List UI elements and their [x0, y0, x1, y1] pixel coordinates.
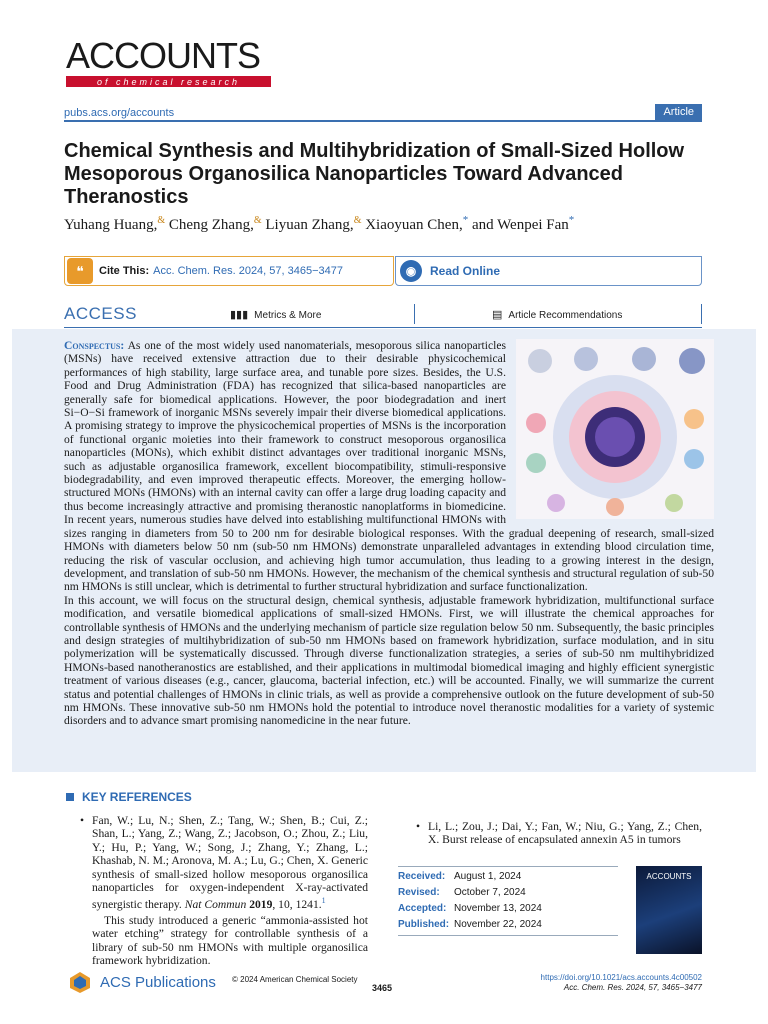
abstract-panel — [12, 329, 756, 772]
access-bar — [64, 300, 702, 328]
logo-sub: of chemical research — [96, 76, 241, 87]
date-row — [398, 869, 618, 885]
heading-marker — [66, 793, 74, 801]
toc-core-inner — [595, 417, 635, 457]
toc-particle — [632, 347, 656, 371]
key-references-label: KEY REFERENCES — [82, 790, 192, 804]
read-online-label: Read Online — [430, 264, 501, 278]
metrics-label: Metrics & More — [254, 310, 322, 321]
date-label: Accepted: — [398, 903, 447, 914]
date-row — [398, 885, 618, 901]
cite-this-box[interactable] — [64, 256, 394, 286]
toc-icon — [665, 494, 683, 512]
quote-icon: ❝ — [67, 258, 93, 284]
cite-reference[interactable]: Acc. Chem. Res. 2024, 57, 3465−3477 — [153, 265, 343, 277]
reference-journal: Nat Commun — [184, 898, 247, 912]
key-references-heading — [66, 790, 192, 804]
logo-main: ACCOUNTS — [66, 35, 261, 76]
equal-contribution-mark: & — [253, 215, 262, 226]
reference-volume: , 10, 1241. — [272, 898, 322, 912]
doi-block — [541, 973, 702, 993]
divider — [414, 304, 415, 324]
copyright-notice: © 2024 American Chemical Society — [232, 975, 358, 984]
access-label: ACCESS — [64, 303, 137, 323]
abstract-text — [64, 339, 714, 728]
footer-citation: Acc. Chem. Res. 2024, 57, 3465−3477 — [563, 983, 702, 992]
read-online-button[interactable] — [395, 256, 702, 286]
abstract-paragraph: In this account, we will focus on the structural design, chemical synthesis, adjustable framework hybridization, multifunctional surface modification, and versatile biomedical applications of small-sized HMONs. First, we will illustrate the chemical approaches for controllable synthesis of HMONs and the underlying mechanism of particle size regulation below 50 nm. Subsequently, the basic principles and design strategies of multihybridization of sub-50 nm HMONs based on framework hybridization, surface modulation, and in situ polymerization will be systematically discussed. Through diverse functionalization strategies, a series of sub-50 nm multihybridized HMONs-based nanotheranostics are established, and their applications in multimodal biomedical imaging and highly efficient synergistic treatment of various diseases (e.g., cancer, glaucoma, bacterial infection, etc.) will be accounted. Finally, we will summarize the current status and potential challenges of HMONs in clinic trials, as well as provide a comprehensive outlook on the future development of sub-50 nm HMONs. These innovative sub-50 nm HMONs hold the potential to introduce novel theranostic modalities for a variety of systemic disorders and to advance smart promising nanomedicine in the near future. — [64, 593, 714, 728]
reference-note: This study introduced a generic “ammonia-assisted hot water etching” strategy for controllable synthesis of a library of sub-50 nm HMONs with multiple organosilica framework hybridization. — [92, 913, 368, 967]
date-value: November 13, 2024 — [454, 903, 542, 914]
reference-column-right — [416, 793, 702, 847]
reference-text: Fan, W.; Lu, N.; Shen, Z.; Tang, W.; Shen, B.; Cui, Z.; Shan, L.; Yang, Z.; Wang, Z.; Jacobson, O.; Zhou, Z.; Liu, Y.; Hu, P.; Yang, W.; Song, J.; Zhang, Y.; Zhang, L.; Khashab, N. M.; Aronova, M. A.; Lu, G.; Chen, X. Generic synthesis of small-sized hollow mesoporous organosilica nanoparticles for oxygen-independent X-ray-activated synergistic therapy. — [92, 814, 368, 912]
article-type-badge: Article — [655, 104, 702, 120]
cite-label: Cite This: — [99, 265, 150, 277]
toc-graphic — [516, 339, 714, 519]
date-value: August 1, 2024 — [454, 871, 522, 882]
publisher-name: ACS Publications — [100, 973, 216, 991]
acs-hexagon-icon — [66, 970, 94, 994]
reference-citation-link[interactable]: 1 — [321, 896, 326, 906]
bar-chart-icon: ▮▮▮ — [230, 309, 249, 321]
toc-icon — [684, 449, 704, 469]
date-row — [398, 901, 618, 917]
header-rule — [64, 120, 702, 122]
toc-particle — [528, 349, 552, 373]
journal-url[interactable]: pubs.acs.org/accounts — [64, 107, 175, 119]
conspectus-label: Conspectus: — [64, 339, 125, 352]
date-value: October 7, 2024 — [454, 887, 526, 898]
document-icon: ▤ — [492, 309, 503, 321]
author[interactable]: Xiaoyuan Chen, — [365, 217, 463, 233]
metrics-link[interactable] — [230, 308, 321, 321]
author-list — [64, 214, 704, 234]
date-label: Published: — [398, 919, 450, 930]
logo-bar — [66, 76, 271, 87]
doi-link[interactable]: https://doi.org/10.1021/acs.accounts.4c00502 — [540, 973, 702, 982]
corresponding-mark: * — [462, 214, 469, 226]
article-dates — [398, 866, 618, 936]
column-continuation-space — [416, 793, 702, 820]
author[interactable]: and Wenpei Fan — [471, 217, 569, 233]
article-title: Chemical Synthesis and Multihybridization of Small-Sized Hollow Mesoporous Organosilica Nanoparticles Toward Advanced Theranostics — [64, 140, 685, 208]
toc-icon — [606, 498, 624, 516]
equal-contribution-mark: & — [353, 215, 362, 226]
corresponding-mark: * — [568, 214, 575, 226]
cover-title: ACCOUNTS — [646, 872, 692, 881]
toc-particle — [574, 347, 598, 371]
acs-publications-logo[interactable] — [66, 970, 216, 994]
equal-contribution-mark: & — [157, 215, 166, 226]
abstract-p1: As one of the most widely used nanomaterials, mesoporous silica nanoparticles (MSNs) have received extensive attraction due to their desirable physicochemical performances of high stability, large surface area, and tunable pore sizes. Besides, the U.S. Food and Drug Administration (FDA) has recognized that silica-based nanoparticles are generally safe for biomedical applications. However, the poor biodegradation and inert Si−O−Si framework of inorganic MSNs severely impair their diverse biomedical applications. A promising strategy to improve the physicochemical properties of MSNs is the incorporation of functional organic moieties into their framework to construct mesoporous organosilica nanoparticles (MONs), which exhibit distinct advantages over traditional inorganic MSNs, such as adjustable organosilica framework, excellent biocompatibility, stimuli-responsive biodegradability, and even improved therapeutic effects. Moreover, the emerging hollow-structured MONs (HMONs) with an internal cavity can offer a large drug loading capacity and thus become increasingly attractive and promising theranostic nanoplatforms in biomedicine. In recent years, numerous studies have delved into establishing multifunctional HMONs with sizes ranging in diameters from 50 to 200 nm for desirable biological responses. With the gradual deepening of research, small-sized HMONs with diameters below 50 nm (sub-50 nm HMONs) demonstrate unparalleled advantages in extending blood circulation time, reducing the risk of vascular occlusion, and achieving high tumor accumulation, thus leading to a growing interest in the design, development, and translation of sub-50 nm HMONs. However, the mechanism of the chemical synthesis and structural regulation of sub-50 nm HMONs is still unclear, which is detrimental to further structural hybridization and surface functionalization. — [64, 339, 714, 594]
date-value: November 22, 2024 — [454, 919, 542, 930]
reference-year: 2019 — [249, 898, 273, 912]
toc-icon — [526, 453, 546, 473]
page-number: 3465 — [372, 983, 393, 993]
recommendations-label: Article Recommendations — [508, 310, 623, 321]
divider — [701, 304, 702, 324]
toc-icon — [526, 413, 546, 433]
toc-particle — [679, 348, 705, 374]
globe-icon: ◉ — [400, 260, 422, 282]
toc-icon — [684, 409, 704, 429]
author[interactable]: Yuhang Huang, — [64, 217, 158, 233]
date-label: Received: — [398, 871, 446, 882]
author[interactable]: Liyuan Zhang, — [265, 217, 354, 233]
journal-logo — [66, 35, 271, 87]
date-row — [398, 917, 618, 933]
reference-item — [80, 814, 368, 967]
reference-item: • Li, L.; Zou, J.; Dai, Y.; Fan, W.; Niu, G.; Yang, Z.; Chen, X. Burst release of encapsulated annexin A5 in tumors — [416, 820, 702, 847]
toc-icon — [547, 494, 565, 512]
recommendations-link[interactable] — [492, 308, 622, 321]
journal-cover-image[interactable] — [636, 866, 702, 954]
date-label: Revised: — [398, 887, 440, 898]
reference-column-left — [80, 814, 368, 967]
author[interactable]: Cheng Zhang, — [168, 217, 254, 233]
